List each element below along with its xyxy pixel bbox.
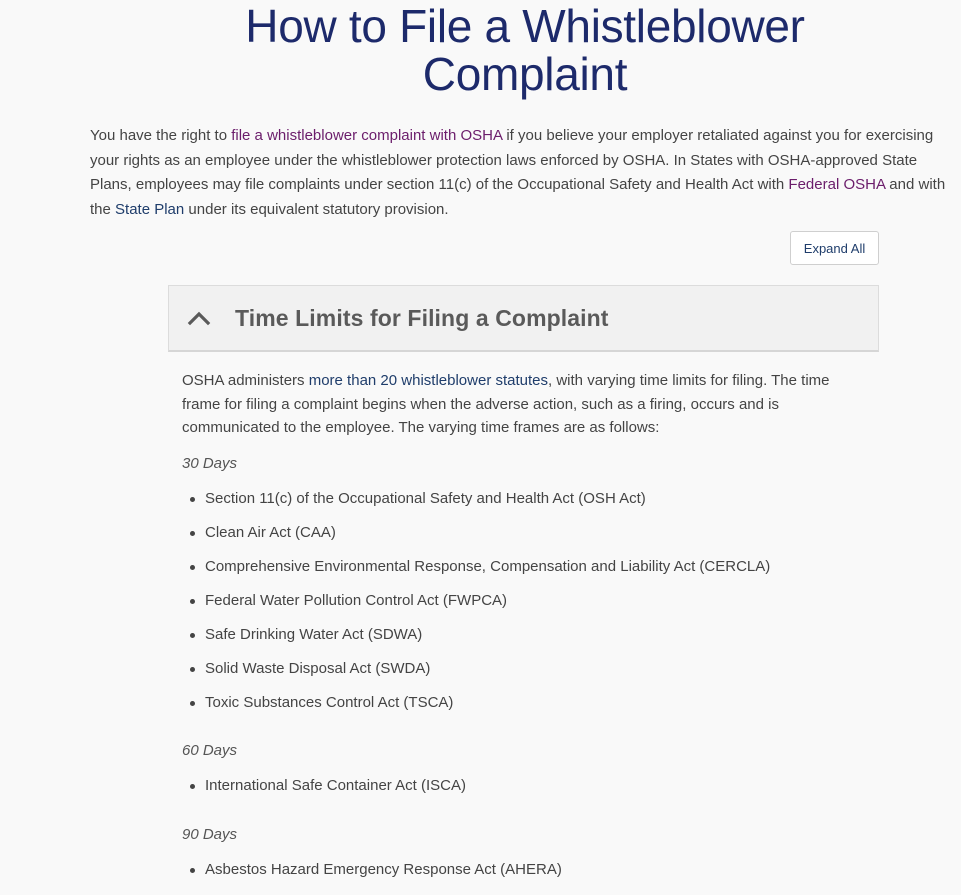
chevron-up-icon[interactable] bbox=[187, 306, 211, 330]
accordion-time-limits bbox=[168, 285, 879, 894]
body-text: , with varying time limits for filing. The time frame for filing a complaint begins when the adverse action, such as a firing, occurs and is communicated to the employee. The varying time frames are as follows: bbox=[182, 372, 830, 436]
group-heading-30-days: 30 Days bbox=[182, 454, 238, 472]
state-plan-link[interactable]: State Plan bbox=[115, 200, 185, 218]
list-item: Solid Waste Disposal Act (SWDA) bbox=[182, 659, 879, 693]
accordion-header[interactable] bbox=[168, 285, 879, 352]
intro-text: under its equivalent statutory provision. bbox=[184, 200, 449, 218]
group-heading-90-days: 90 Days bbox=[182, 825, 238, 843]
intro-text: and with the bbox=[90, 176, 946, 218]
list-item: Federal Water Pollution Control Act (FWPCA) bbox=[182, 591, 879, 625]
list-item: Toxic Substances Control Act (TSCA) bbox=[182, 693, 879, 727]
list-item: Clean Air Act (CAA) bbox=[182, 523, 879, 557]
intro-text: You have the right to bbox=[90, 127, 232, 144]
statute-list-60-days bbox=[182, 776, 879, 810]
page-title: How to File a Whistleblower Complaint bbox=[245, 0, 805, 100]
statute-list-30-days bbox=[182, 489, 879, 727]
list-item: International Safe Container Act (ISCA) bbox=[182, 776, 879, 810]
intro-paragraph bbox=[90, 124, 950, 222]
statute-list-90-days bbox=[182, 860, 879, 894]
list-item: Section 11(c) of the Occupational Safety and Health Act (OSH Act) bbox=[182, 489, 879, 523]
file-complaint-link[interactable]: file a whistleblower complaint with OSHA bbox=[231, 127, 503, 144]
federal-osha-link[interactable]: Federal OSHA bbox=[788, 176, 886, 193]
intro-text: if you believe your employer retaliated against you for exercising your rights as an employee under the whistleblower protection laws enforced by OSHA. In States with OSHA-approved State Plans, employees may file complaints under section 11(c) of the Occupational Safety and Health Act with bbox=[90, 127, 934, 193]
list-item: Safe Drinking Water Act (SDWA) bbox=[182, 625, 879, 659]
list-item: Comprehensive Environmental Response, Compensation and Liability Act (CERCLA) bbox=[182, 557, 879, 591]
whistleblower-statutes-link[interactable]: more than 20 whistleblower statutes bbox=[308, 372, 549, 389]
expand-all-button[interactable]: Expand All bbox=[790, 231, 879, 265]
group-heading-60-days: 60 Days bbox=[182, 741, 238, 759]
accordion-body-text bbox=[182, 352, 862, 440]
accordion-body bbox=[168, 352, 879, 894]
accordion-title: Time Limits for Filing a Complaint bbox=[235, 304, 609, 331]
list-item: Asbestos Hazard Emergency Response Act (AHERA) bbox=[182, 860, 879, 894]
body-text: OSHA administers bbox=[182, 372, 309, 389]
